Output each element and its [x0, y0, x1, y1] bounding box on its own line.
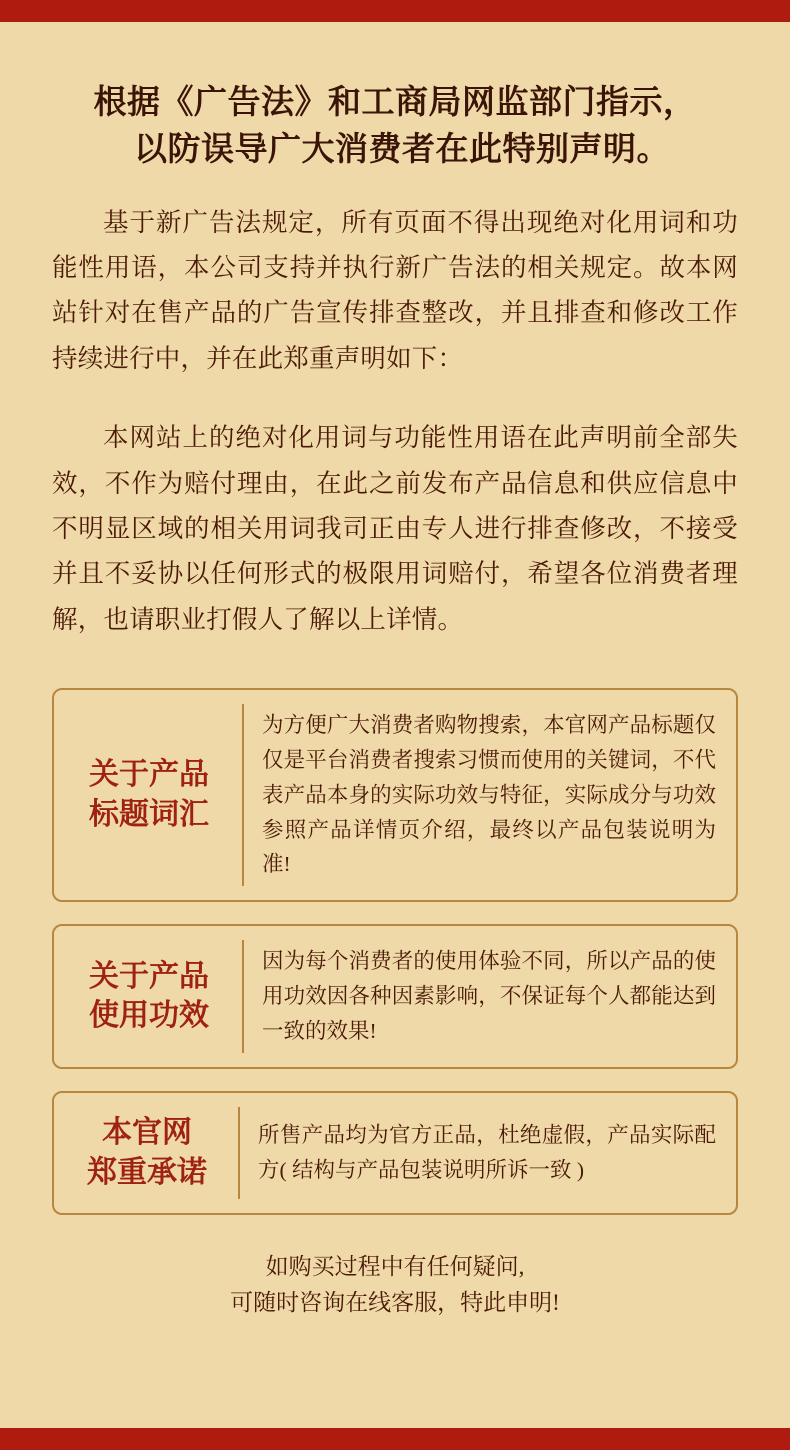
footer-note — [52, 1249, 738, 1323]
callout-title-line-1: 本官网 — [102, 1115, 192, 1149]
callout-text-product-efficacy — [244, 940, 720, 1052]
callout-title-line-2: 使用功效 — [89, 999, 209, 1033]
callout-box-official-promise — [52, 1091, 738, 1215]
page-title-line-2: 以防误导广大消费者在此特别声明。 — [134, 131, 670, 168]
callout-text-official-promise — [240, 1107, 720, 1199]
callout-title-line-2: 标题词汇 — [89, 798, 209, 832]
callout-title-official-promise — [64, 1107, 240, 1199]
callout-title-line-2: 郑重承诺 — [87, 1155, 207, 1189]
page-title-line-1: 根据《广告法》和工商局网监部门指示， — [93, 85, 697, 121]
callout-text-content: 为方便广大消费者购物搜索，本官网产品标题仅仅是平台消费者搜索习惯而使用的关键词，不代表产品本身的实际功效与特征，实际成分与功效参照产品详情页介绍，最终以产品包装说明为准! — [262, 713, 716, 877]
footer-line-2: 可随时咨询在线客服，特此申明! — [230, 1290, 560, 1316]
disclaimer-paragraph-2: 本网站上的绝对化用词与功能性用语在此声明前全部失效，不作为赔付理由，在此之前发布产品信息和供应信息中不明显区域的相关用词我司正由专人进行排查修改，不接受并且不妥协以任何形式的极限用词赔付，希望各位消费者理解，也请职业打假人了解以上详情。 — [52, 423, 738, 634]
callout-title-product-efficacy — [64, 940, 244, 1052]
callout-title-product-title-wording — [64, 704, 244, 886]
disclaimer-paragraph-1: 基于新广告法规定，所有页面不得出现绝对化用词和功能性用语，本公司支持并执行新广告法的相关规定。故本网站针对在售产品的广告宣传排查整改，并且排查和修改工作持续进行中，并在此郑重声明如下： — [52, 207, 738, 373]
callout-text-content: 因为每个消费者的使用体验不同，所以产品的使用功效因各种因素影响，不保证每个人都能达到一致的效果! — [262, 949, 716, 1043]
footer-line-1: 如购买过程中有任何疑问, — [265, 1253, 525, 1279]
disclaimer-panel — [0, 22, 790, 1428]
callout-box-product-efficacy — [52, 924, 738, 1068]
callout-text-product-title-wording — [244, 704, 720, 886]
callout-title-line-1: 关于产品 — [89, 959, 209, 993]
callout-text-content: 所售产品均为官方正品，杜绝虚假，产品实际配方( 结构与产品包装说明所诉一致 ) — [258, 1122, 716, 1182]
callout-title-line-1: 关于产品 — [89, 758, 209, 792]
page-title — [52, 80, 738, 174]
callout-box-product-title-wording — [52, 688, 738, 902]
callout-box-list — [52, 688, 738, 1214]
